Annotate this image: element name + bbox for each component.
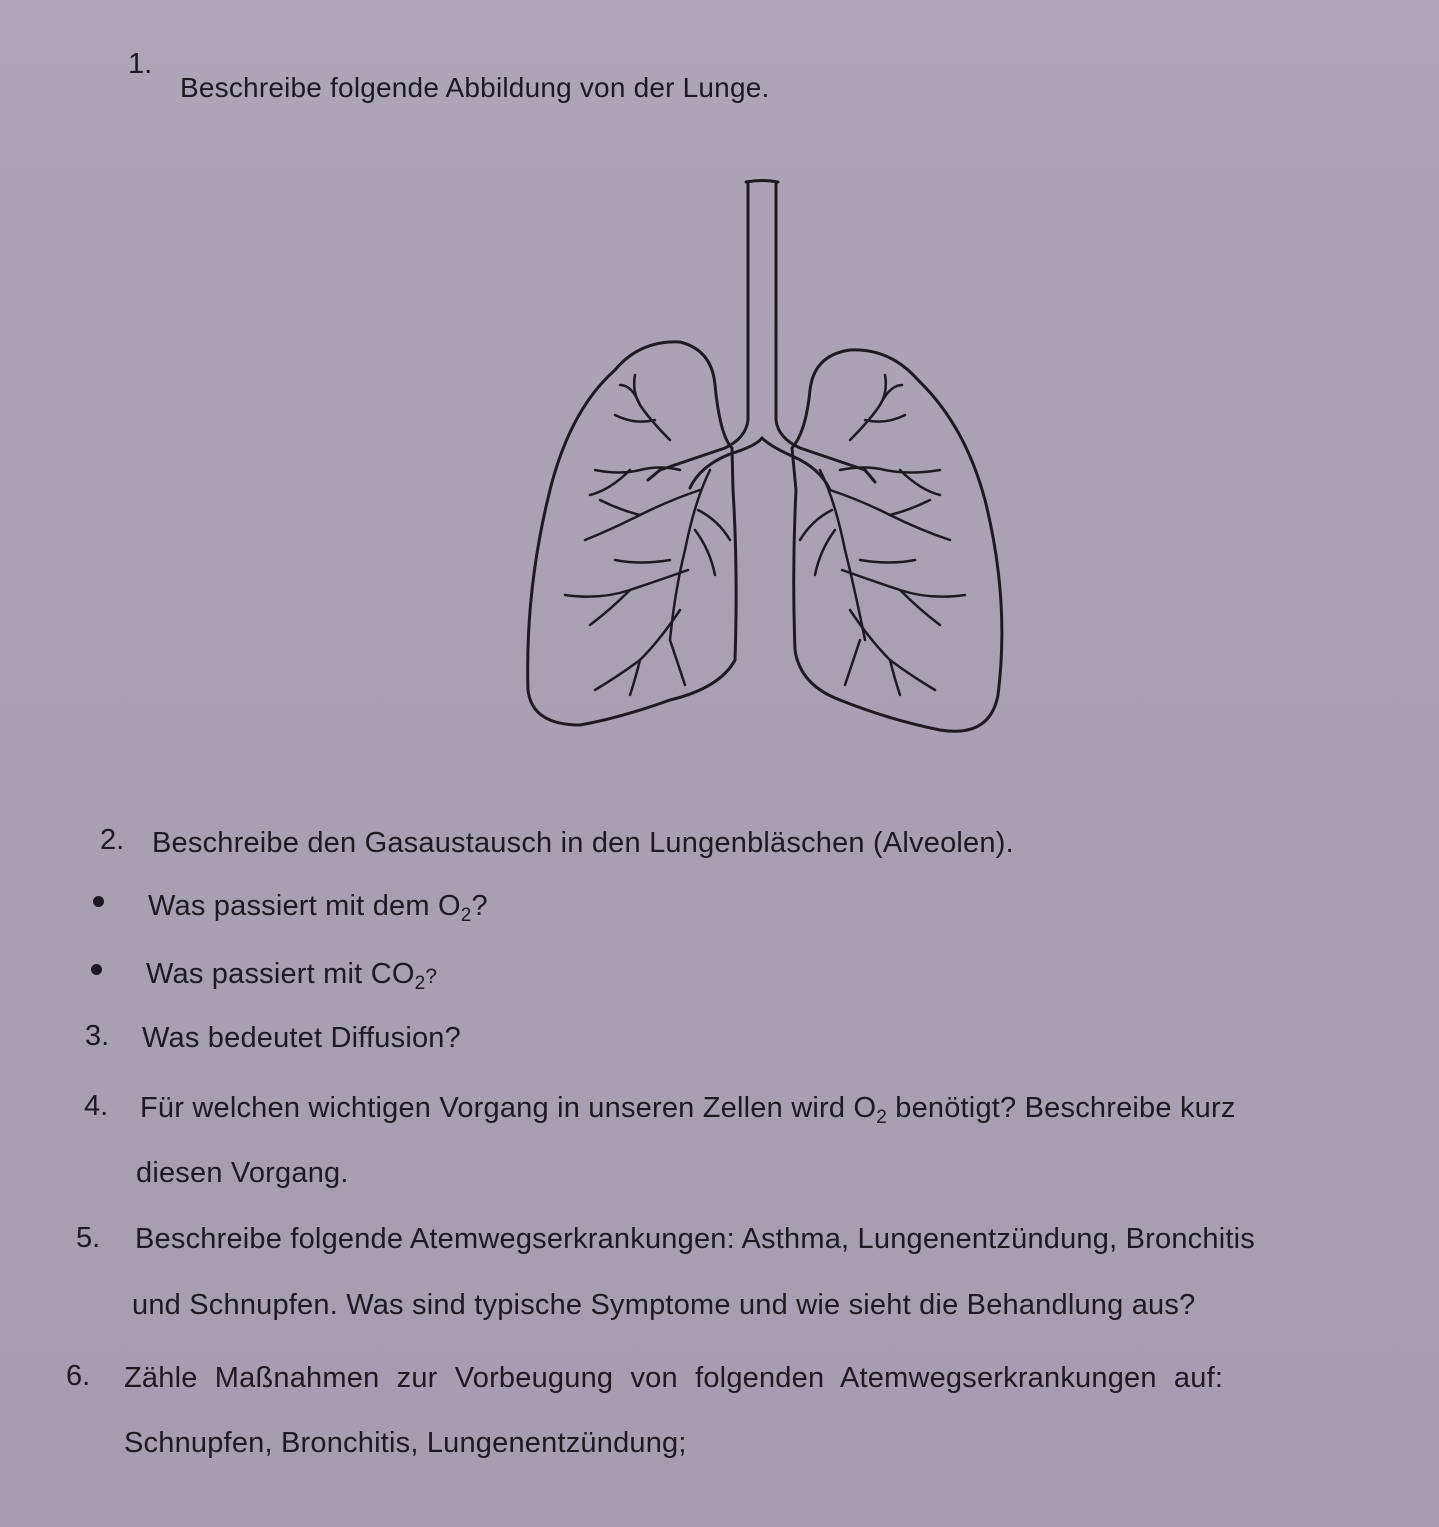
q4-line-2: diesen Vorgang.	[136, 1157, 349, 1189]
q3-text: Was bedeutet Diffusion?	[142, 1022, 461, 1054]
q2-bullet-1: Was passiert mit dem $O_2$?	[148, 890, 488, 926]
q6-line-2: Schnupfen, Bronchitis, Lungenentzündung;	[124, 1427, 687, 1459]
left-lung	[528, 342, 736, 725]
q6-number: 6.	[66, 1360, 91, 1392]
q2-bullet-2: Was passiert mit $CO_2$?	[146, 958, 438, 994]
q1-number: 1.	[128, 48, 153, 80]
q6-line-1-text: Zähle Maßnahmen zur Vorbeugung von folgenden Atemwegserkrankungen auf:	[124, 1362, 1224, 1394]
q4-number: 4.	[84, 1090, 109, 1122]
q6-line-1	[124, 1362, 1414, 1395]
q5-number: 5.	[76, 1222, 101, 1254]
q5-line-2: und Schnupfen. Was sind typische Symptome und wie sieht die Behandlung aus?	[132, 1289, 1196, 1321]
bullet-dot-icon	[91, 964, 102, 975]
q2-text: Beschreibe den Gasaustausch in den Lungenbläschen (Alveolen).	[152, 827, 1014, 859]
right-lung	[792, 350, 1002, 731]
lungs-illustration	[520, 170, 1010, 745]
trachea	[660, 184, 748, 470]
q3-number: 3.	[85, 1020, 110, 1052]
q1-text: Beschreibe folgende Abbildung von der Lunge.	[180, 72, 770, 103]
q2-number: 2.	[100, 824, 125, 856]
bullet-dot-icon	[93, 896, 104, 907]
q4-line-1: Für welchen wichtigen Vorgang in unseren Zellen wird $O_2$ benötigt? Beschreibe kurz	[140, 1092, 1236, 1128]
q5-line-1: Beschreibe folgende Atemwegserkrankungen: Asthma, Lungenentzündung, Bronchitis	[135, 1223, 1255, 1255]
